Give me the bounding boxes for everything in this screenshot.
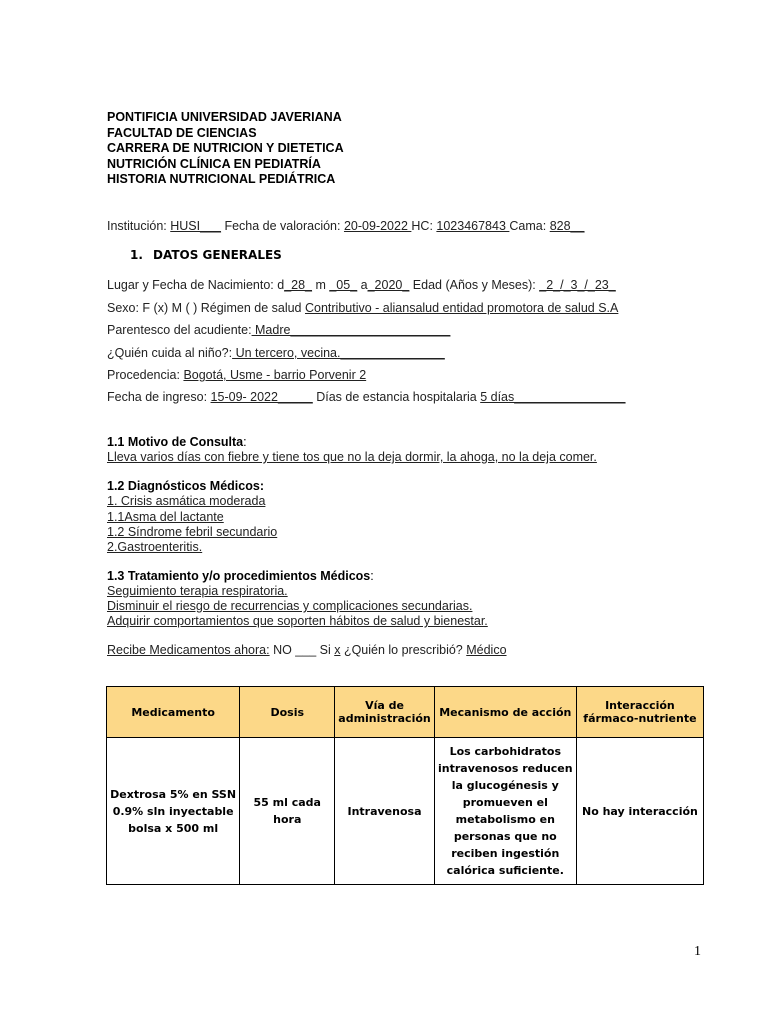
prescriber-label: ¿Quién lo prescribió?	[340, 643, 467, 657]
sex-regimen-line	[107, 301, 618, 317]
diagnoses-title: 1.2 Diagnósticos Médicos:	[107, 479, 264, 493]
col-header-mechanism: Mecanismo de acción	[434, 687, 576, 738]
treatment-heading	[107, 569, 374, 585]
birth-label: Lugar y Fecha de Nacimiento: d	[107, 278, 285, 292]
reason-title: 1.1 Motivo de Consulta	[107, 435, 244, 449]
assessment-date-value: 20-09-2022	[343, 219, 412, 233]
header-faculty: FACULTAD DE CIENCIAS	[107, 125, 257, 140]
medication-label: Recibe Medicamentos ahora:	[107, 643, 270, 657]
col-header-route: Vía de administración	[335, 687, 434, 738]
cell-route: Intravenosa	[335, 738, 434, 885]
admission-label: Fecha de ingreso:	[107, 390, 211, 404]
header-career: CARRERA DE NUTRICION Y DIETETICA	[107, 141, 344, 155]
caretaker-label: ¿Quién cuida al niño?:	[107, 346, 233, 360]
birth-line	[107, 278, 616, 294]
stay-value: 5 días________________	[480, 390, 626, 404]
section-title: DATOS GENERALES	[153, 248, 282, 262]
table-header-row	[107, 687, 704, 738]
page-number: 1	[694, 944, 701, 959]
bed-label: Cama:	[509, 219, 550, 233]
institution-value: HUSI___	[170, 219, 221, 233]
header-subject: NUTRICIÓN CLÍNICA EN PEDIATRÍA	[107, 156, 321, 171]
origin-value: Bogotá, Usme - barrio Porvenir 2	[183, 368, 367, 382]
birth-month-label: m	[312, 278, 330, 292]
cell-mechanism: Los carbohidratos intravenosos reducen la glucogénesis y promueven el metabolismo en personas que no reciben ingestión calórica suficiente.	[434, 738, 576, 885]
treatment-colon: :	[370, 569, 374, 583]
institution-line	[107, 219, 584, 235]
diagnosis-item: 1.2 Síndrome febril secundario	[107, 525, 278, 539]
col-header-dose: Dosis	[240, 687, 335, 738]
col-header-interaction: Interacción fármaco-nutriente	[576, 687, 703, 738]
birth-month: _05_	[329, 278, 358, 292]
guardian-label: Parentesco del acudiente:	[107, 323, 252, 337]
treatment-item: Disminuir el riesgo de recurrencias y complicaciones secundarias.	[107, 599, 473, 613]
health-regimen-value: Contributivo - aliansalud entidad promotora de salud S.A	[304, 301, 619, 315]
birth-day: _28_	[284, 278, 312, 292]
table-row	[107, 738, 704, 885]
diagnosis-item: 1. Crisis asmática moderada	[107, 494, 266, 508]
medication-line	[107, 643, 507, 659]
hc-label: HC:	[411, 219, 437, 233]
stay-label: Días de estancia hospitalaria	[312, 390, 481, 404]
header-document-title: HISTORIA NUTRICIONAL PEDIÁTRICA	[107, 172, 336, 186]
age-label: Edad (Años y Meses):	[409, 278, 540, 292]
reason-colon: :	[243, 435, 247, 449]
medication-table	[106, 686, 704, 885]
assessment-date-label: Fecha de valoración:	[220, 219, 344, 233]
section-number: 1.	[130, 248, 143, 262]
origin-line	[107, 368, 366, 384]
medication-si-value: x	[334, 643, 341, 657]
treatment-item: Seguimiento terapia respiratoria.	[107, 584, 288, 598]
reason-heading	[107, 435, 247, 451]
reason-text: Lleva varios días con fiebre y tiene tos que no la deja dormir, la ahoga, no la deja comer.	[107, 450, 597, 464]
birth-year: _2020_	[367, 278, 410, 292]
medication-no: NO ___ Si	[269, 643, 335, 657]
diagnosis-item: 1.1Asma del lactante	[107, 510, 224, 524]
guardian-value: Madre_______________________	[251, 323, 451, 337]
age-value: _2_/_3_/_23_	[539, 278, 616, 292]
cell-interaction: No hay interacción	[576, 738, 703, 885]
bed-value: 828__	[549, 219, 585, 233]
institution-label: Institución:	[107, 219, 171, 233]
origin-label: Procedencia:	[107, 368, 184, 382]
diagnosis-item: 2.Gastroenteritis.	[107, 540, 203, 554]
cell-dose: 55 ml cada hora	[240, 738, 335, 885]
sex-text: Sexo: F (x) M ( ) Régimen de salud	[107, 301, 305, 315]
caretaker-value: Un tercero, vecina._______________	[232, 346, 445, 360]
caretaker-line	[107, 346, 445, 362]
guardian-line	[107, 323, 450, 339]
treatment-title: 1.3 Tratamiento y/o procedimientos Médicos	[107, 569, 371, 583]
treatment-item: Adquirir comportamientos que soporten hábitos de salud y bienestar.	[107, 614, 488, 628]
prescriber-value: Médico	[466, 643, 507, 657]
col-header-drug: Medicamento	[107, 687, 240, 738]
admission-line	[107, 390, 626, 406]
header-university: PONTIFICIA UNIVERSIDAD JAVERIANA	[107, 110, 342, 124]
cell-drug: Dextrosa 5% en SSN 0.9% sln inyectable bolsa x 500 ml	[107, 738, 240, 885]
hc-value: 1023467843	[436, 219, 510, 233]
admission-date: 15-09- 2022_____	[210, 390, 313, 404]
birth-year-label: a	[357, 278, 368, 292]
